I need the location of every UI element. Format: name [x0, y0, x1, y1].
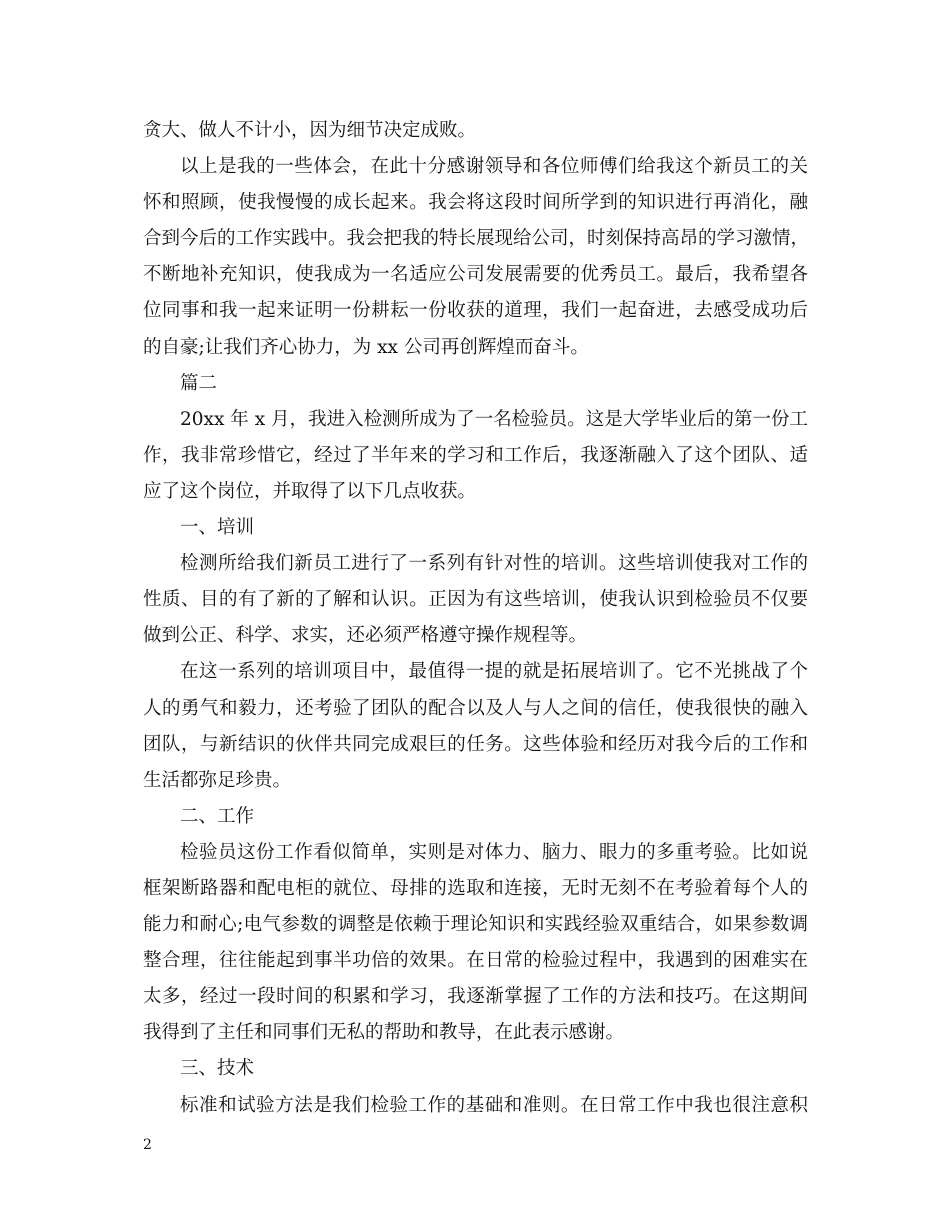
text-line: 应了这个岗位，并取得了以下几点收获。: [143, 480, 477, 502]
text-line: 的自豪;让我们齐心协力，为 xx 公司再创辉煌而奋斗。: [143, 336, 589, 358]
page-number: 2: [143, 1137, 152, 1153]
text-line: 我得到了主任和同事们无私的帮助和教导，在此表示感谢。: [143, 1022, 625, 1044]
text-line: 20xx 年 x 月，我进入检测所成为了一名检验员。这是大学毕业后的第一份工: [180, 408, 808, 430]
text-line: 框架断路器和配电柜的就位、母排的选取和连接，无时无刻不在考验着每个人的: [143, 877, 808, 899]
text-line: 不断地补充知识，使我成为一名适应公司发展需要的优秀员工。最后，我希望各: [143, 264, 808, 286]
text-line: 生活都弥足珍贵。: [143, 769, 292, 791]
text-line: 团队，与新结识的伙伴共同完成艰巨的任务。这些体验和经历对我今后的工作和: [143, 733, 808, 755]
text-line: 整合理，往往能起到事半功倍的效果。在日常的检验过程中，我遇到的困难实在: [143, 950, 808, 972]
text-line: 性质、目的有了新的了解和认识。正因为有这些培训，使我认识到检验员不仅要: [143, 589, 808, 611]
text-line: 一、培训: [180, 517, 255, 539]
text-line: 能力和耐心;电气参数的调整是依赖于理论知识和实践经验双重结合，如果参数调: [143, 914, 808, 936]
text-line: 检测所给我们新员工进行了一系列有针对性的培训。这些培训使我对工作的: [180, 553, 808, 575]
text-line: 三、技术: [180, 1058, 255, 1080]
text-line: 合到今后的工作实践中。我会把我的特长展现给公司，时刻保持高昂的学习激情，: [143, 228, 810, 250]
document-body: [143, 113, 808, 1124]
text-line: 检验员这份工作看似简单，实则是对体力、脑力、眼力的多重考验。比如说: [180, 841, 808, 863]
text-line: 以上是我的一些体会，在此十分感谢领导和各位师傅们给我这个新员工的关: [180, 156, 808, 178]
text-line: 太多，经过一段时间的积累和学习，我逐渐掌握了工作的方法和技巧。在这期间: [143, 986, 808, 1008]
text-line: 位同事和我一起来证明一份耕耘一份收获的道理，我们一起奋进，去感受成功后: [143, 300, 808, 322]
text-line: 在这一系列的培训项目中，最值得一提的就是拓展培训了。它不光挑战了个: [180, 661, 808, 683]
text-line: 做到公正、科学、求实，还必须严格遵守操作规程等。: [143, 625, 588, 647]
text-line: 标准和试验方法是我们检验工作的基础和准则。在日常工作中我也很注意积: [180, 1094, 808, 1116]
text-line: 作，我非常珍惜它，经过了半年来的学习和工作后，我逐渐融入了这个团队、适: [143, 444, 808, 466]
text-line: 篇二: [180, 372, 218, 394]
text-line: 二、工作: [180, 805, 255, 827]
text-line: 人的勇气和毅力，还考验了团队的配合以及人与人之间的信任，使我很快的融入: [143, 697, 808, 719]
text-line: 贪大、做人不计小，因为细节决定成败。: [143, 120, 477, 141]
text-line: 怀和照顾，使我慢慢的成长起来。我会将这段时间所学到的知识进行再消化，融: [143, 192, 808, 214]
